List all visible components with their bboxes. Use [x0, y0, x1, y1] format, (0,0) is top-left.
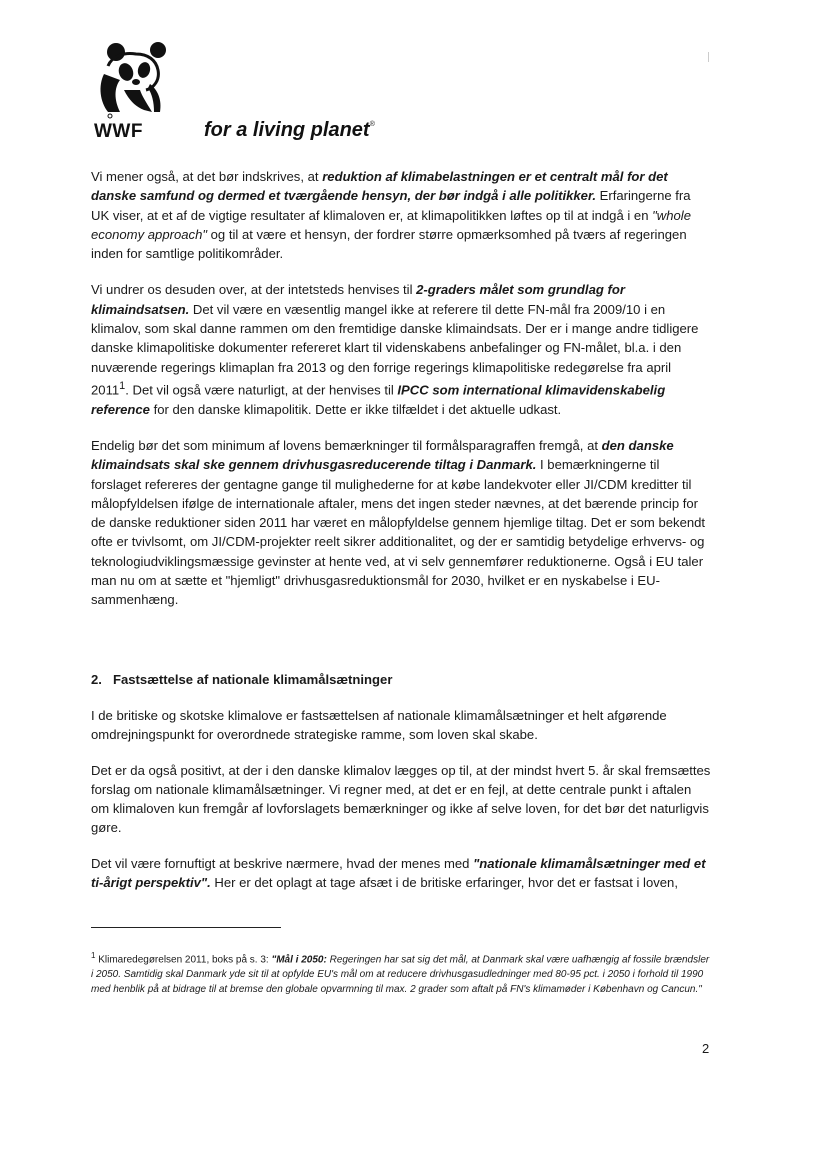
paragraph-4: I de britiske og skotske klimalove er fastsættelsen af nationale klimamålsætninger et helt afgørende omdrejningspunkt for overordnede strategiske ramme, som loven skal skabe. — [91, 708, 667, 743]
section-heading: 2. Fastsættelse af nationale klimamålsætninger — [91, 672, 393, 687]
footnote-ref: 1 — [119, 379, 126, 392]
paragraph-1: Vi mener også, at det bør indskrives, at reduktion af klimabelastningen er et centralt mål for det danske samfund og dermed et tværgående hensyn, der bør indgå i alle politikker. Erfaringerne fra UK viser, at et af de vigtige resultater af klimaloven er, at klimapolitikken løftes op til at indgå i en "whole economy approach" og til at være et hensyn, der fordrer større opmærksomhed på tværs af regeringen inden for samtlige politikområder. — [91, 169, 691, 262]
body-text — [91, 167, 712, 627]
tagline: for a living planet® — [204, 119, 375, 141]
page-number: 2 — [702, 1041, 710, 1056]
scan-mark — [708, 52, 709, 62]
paragraph-6: Det vil være fornuftigt at beskrive nærmere, hvad der menes med "nationale klimamålsætninger med et ti-årigt perspektiv". Her er det oplagt at tage afsæt i de britiske erfaringer, hvor det er fastsat i loven, — [91, 855, 706, 891]
footnote: $^1$ Klimaredegørelsen 2011, boks på s. 3: "Mål i 2050: Regeringen har sat sig det mål, at Danmark skal være uafhængig af fossile brændsler i 2050. Samtidig skal Danmark yde sit til at opfylde EU's mål om at reducere drivhusgasudledninger med 80-95 pct. i 2050 i forhold til 1990 med henblik på at bidrage til at bremse den globale opvarmning til max. 2 grader som aftalt på FN's klimamøder i København og Cancun." — [91, 951, 710, 995]
footnote-divider — [91, 927, 281, 928]
section-body — [91, 706, 712, 908]
paragraph-3: Endelig bør det som minimum af lovens bemærkninger til formålsparagraffen fremgå, at den danske klimaindsats skal ske gennem drivhusgasreducerende tiltag i Danmark. I bemærkningerne til forslaget refereres der gentagne gange til mulighederne for at købe landekvoter eller JI/CDM kreditter til målopfyldelsen ifølge de internationale aftaler, mens det ingen steder nævnes, at det bærende princip for de danske reduktioner siden 2011 har været en målopfyldelse gennem hjemlige tiltag. Det er som bekendt ofte er tvivlsomt, om JI/CDM-projekter reelt sikrer additionalitet, og der er samtidig betydelige erhvervs- og teknologiudviklingsmæssige gevinster at hente ved, at vi selv gennemfører reduktionerne. Også i EU taler man nu om at sætte et "hjemligt" drivhusgasreduktionsmål for 2030, hvilket er en nyskabelse i EU-sammenhæng. — [91, 437, 706, 608]
paragraph-5: Det er da også positivt, at der i den danske klimalov lægges op til, at der mindst hvert 5. år skal fremsættes forslag om nationale klimamålsætninger. Vi regner med, at det er en fejl, at dette centrale punkt i aftalen om klimaloven kun fremgår af lovforslagets bemærkninger og ikke af selve loven, for det bør det naturligvis gøre. — [91, 762, 711, 836]
wwf-logo-text: WWF — [94, 121, 143, 142]
paragraph-2: Vi undrer os desuden over, at der intetsteds henvises til 2-graders målet som grundlag for klimaindsatsen. Det vil være en væsentlig mangel ikke at referere til dette FN-mål fra 2009/10 i en klimalov, som skal danne rammen om den fremtidige danske klimaindsats. Der er i mange andre tidligere danske klimapolitiske dokumenter refereret klart til videnskabens anbefalinger og FN-målet, bl.a. i den nuværende regerings klimaplan fra 2013 og den forrige regerings klimapolitiske redegørelse fra april 2011$^1$. Det vil også være naturligt, at der henvises til IPCC som international klimavidenskabelig reference for den danske klimapolitik. Dette er ikke tilfældet i det aktuelle udkast. — [91, 282, 699, 417]
